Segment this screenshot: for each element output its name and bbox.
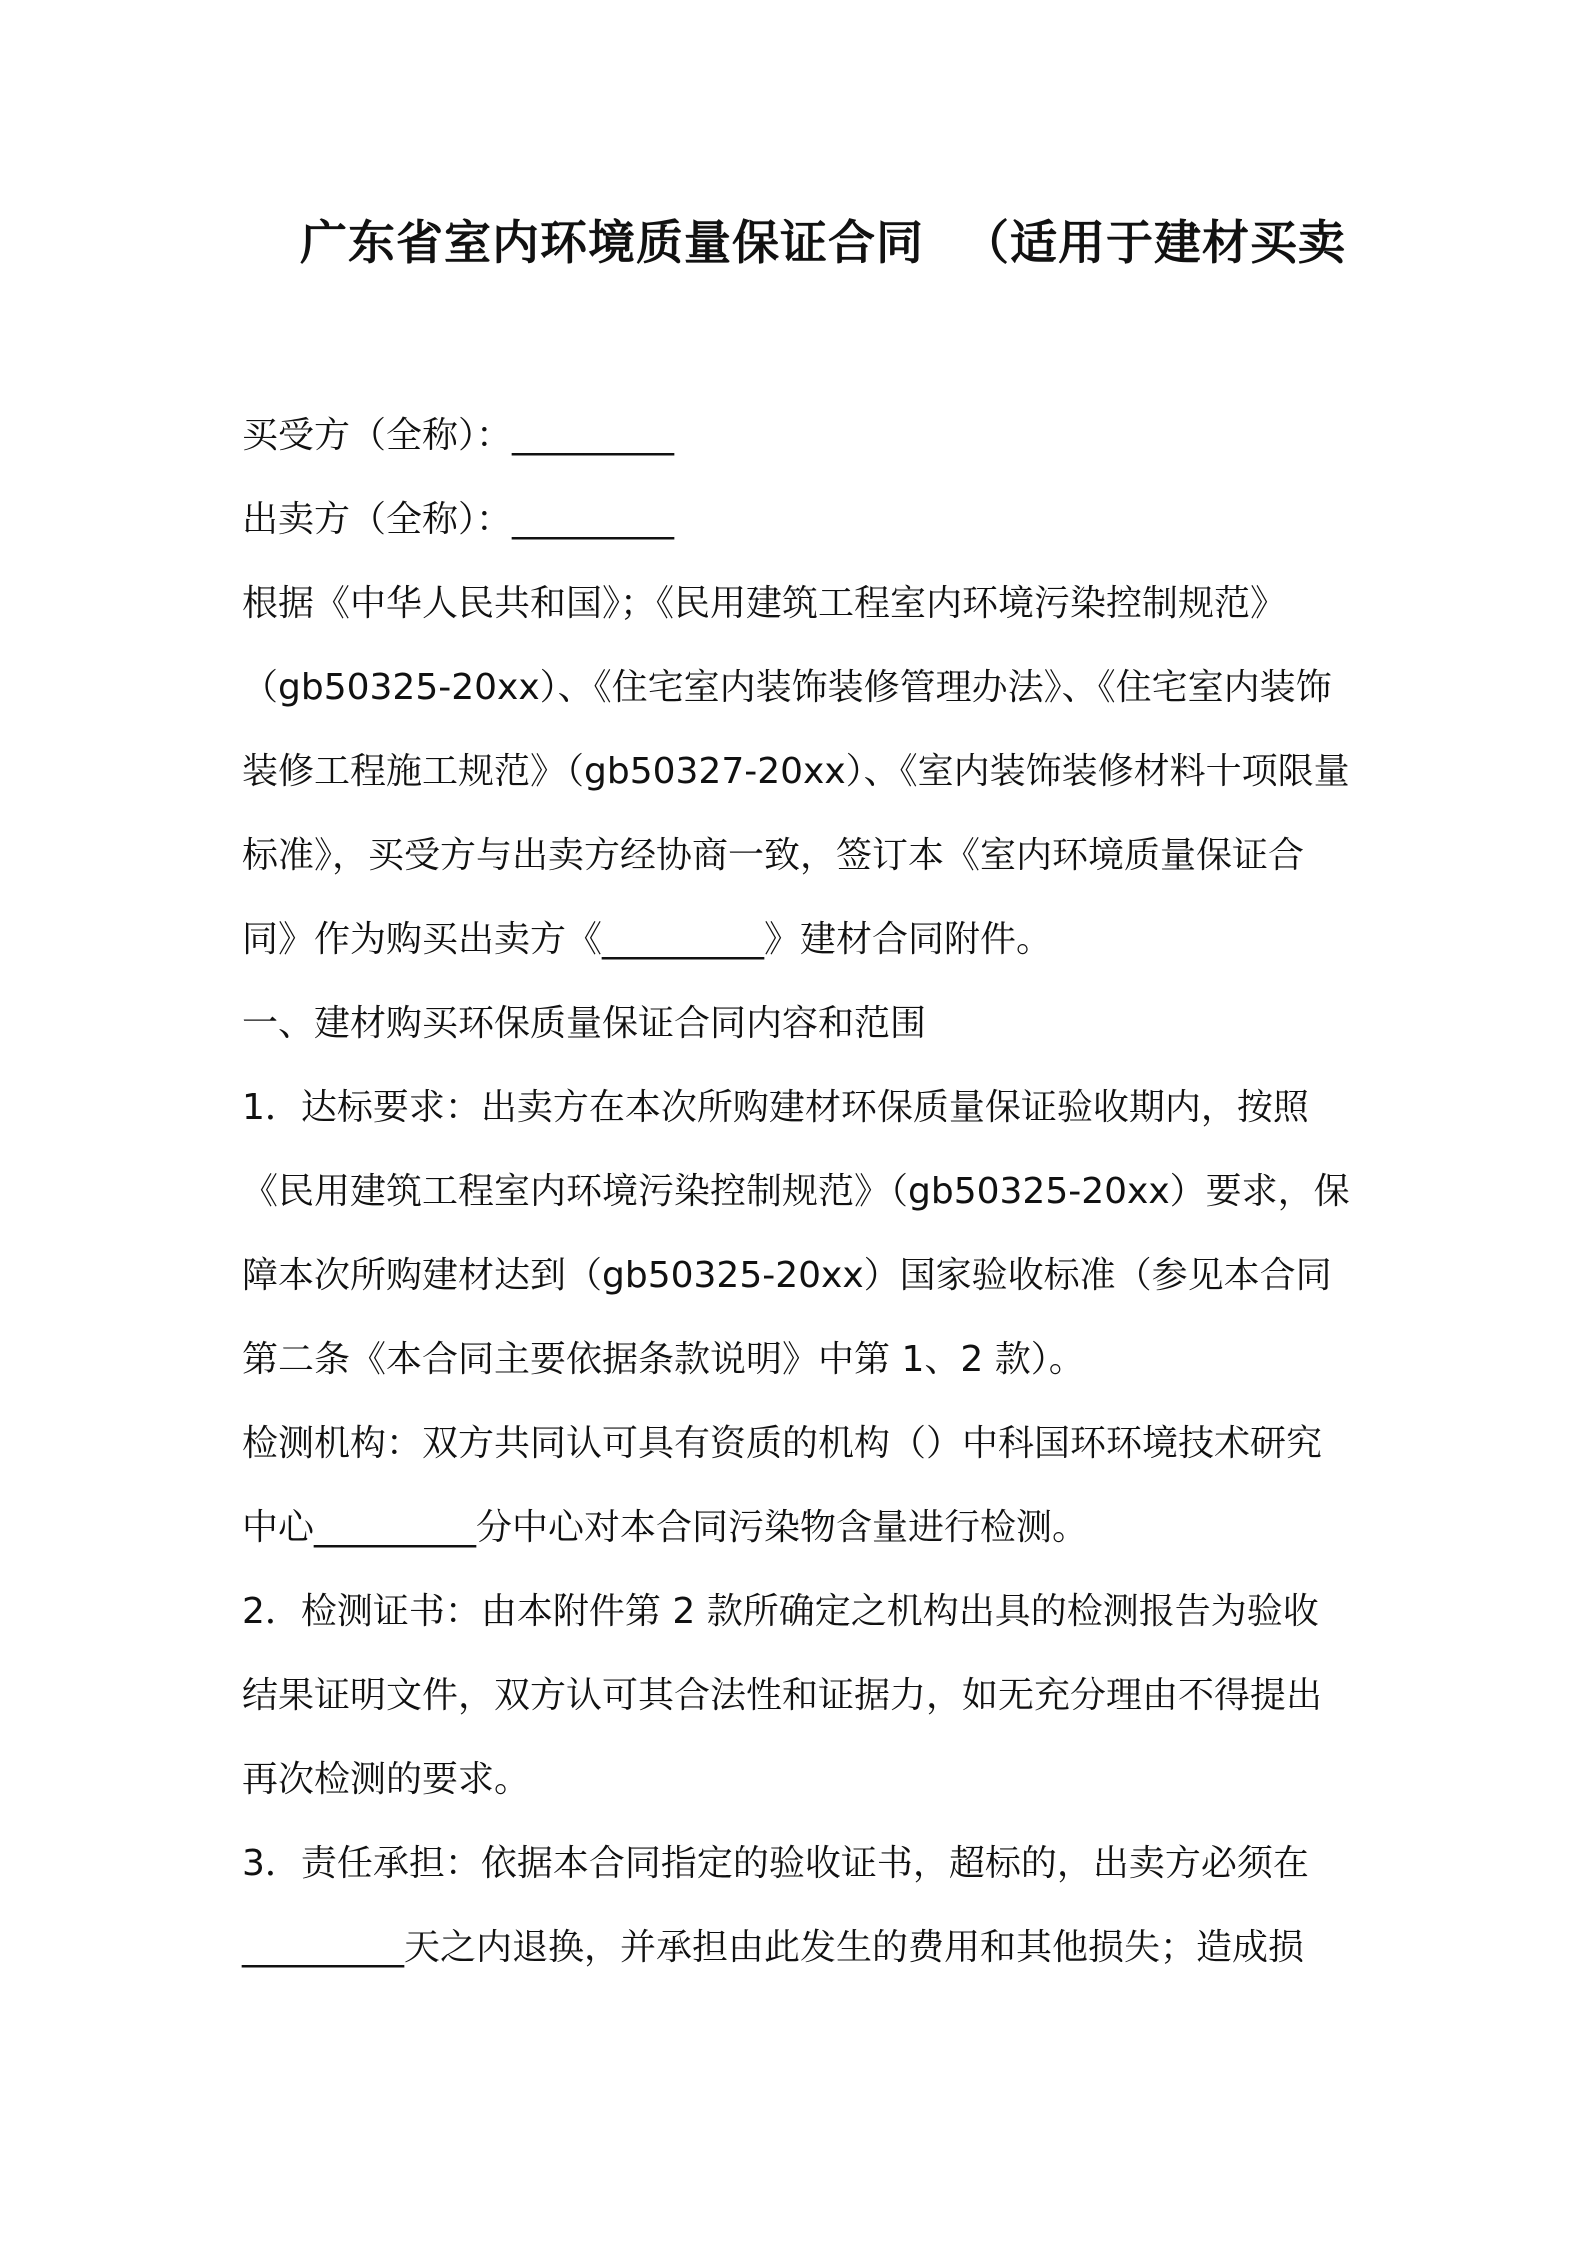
clause-text-line: 障本次所购建材达到（gb50325-20xx）国家验收标准（参见本合同 [242, 1255, 1332, 1296]
clause-text-line: 再次检测的要求。 [242, 1759, 531, 1800]
section-heading: 一、建材购买环保质量保证合同内容和范围 [242, 1003, 927, 1044]
clause-text-line: _________天之内退换，并承担由此发生的费用和其他损失；造成损 [242, 1927, 1305, 1968]
buyer-line: 买受方（全称）：_________ [242, 415, 675, 456]
body-text-line: 标准》，买受方与出卖方经协商一致，签订本《室内环境质量保证合 [242, 835, 1305, 876]
clause-text-line: 2．检测证书：由本附件第 2 款所确定之机构出具的检测报告为验收 [242, 1591, 1319, 1632]
document-title [300, 214, 1346, 274]
title-parenthetical: （适用于建材买卖 [962, 216, 1346, 271]
clause-text-line: 第二条《本合同主要依据条款说明》中第 1、2 款）。 [242, 1339, 1085, 1380]
clause-text-line: 3．责任承担：依据本合同指定的验收证书，超标的，出卖方必须在 [242, 1843, 1309, 1884]
seller-line: 出卖方（全称）：_________ [242, 499, 675, 540]
clause-text-line: 检测机构：双方共同认可具有资质的机构（）中科国环环境技术研究 [242, 1423, 1323, 1464]
clause-text-line: 结果证明文件，双方认可其合法性和证据力，如无充分理由不得提出 [242, 1675, 1323, 1716]
body-text-line: 根据《中华人民共和国》；《民用建筑工程室内环境污染控制规范》 [242, 583, 1287, 624]
title-main: 广东省室内环境质量保证合同 [300, 216, 924, 271]
body-text-line: 同》作为购买出卖方《_________》建材合同附件。 [242, 919, 1053, 960]
body-text-line: 装修工程施工规范》（gb50327-20xx）、《室内装饰装修材料十项限量 [242, 751, 1350, 792]
clause-text-line: 《民用建筑工程室内环境污染控制规范》（gb50325-20xx）要求，保 [242, 1171, 1350, 1212]
clause-text-line: 中心_________分中心对本合同污染物含量进行检测。 [242, 1507, 1089, 1548]
body-text-line: （gb50325-20xx）、《住宅室内装饰装修管理办法》、《住宅室内装饰 [242, 667, 1332, 708]
clause-text-line: 1．达标要求：出卖方在本次所购建材环保质量保证验收期内，按照 [242, 1087, 1309, 1128]
